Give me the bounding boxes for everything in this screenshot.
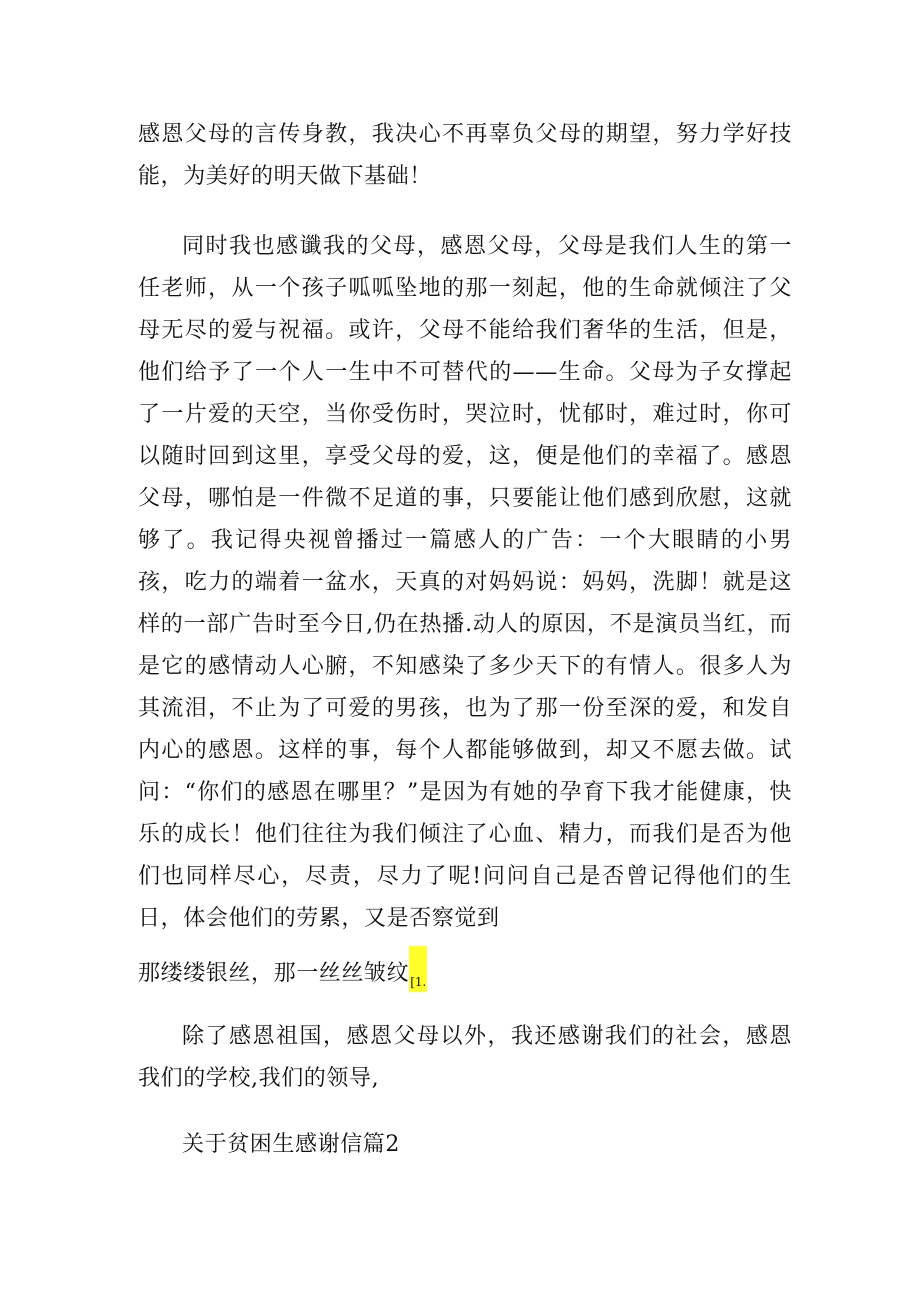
paragraph-silver-hair [138, 946, 838, 995]
paragraph-gratitude-parents: 同时我也感谶我的父母，感恩父母，父母是我们人生的第一任老师，从一个孩子呱呱坠地的那一刻起，他的生命就倾注了父母无尽的爱与祝福。或许，父母不能给我们奢华的生活，但是，他们给予了一个人一生中不可替代的——生命。父母为子女撑起了一片爱的天空，当你受伤时，哭泣时，忧郁时，难过时，你可以随时回到这里，享受父母的爱，这，便是他们的幸福了。感恩父母，哪怕是一件微不足道的事，只要能让他们感到欣慰，这就够了。我记得央视曾播过一篇感人的广告：一个大眼睛的小男孩，吃力的端着一盆水，天真的对妈妈说：妈妈，洗脚！就是这样的一部广告时至今日,仍在热播.动人的原因，不是演员当红，而是它的感情动人心腑，不知感染了多少天下的有情人。很多人为其流泪，不止为了可爱的男孩，也为了那一份至深的爱，和发自内心的感恩。这样的事，每个人都能够做到，却又不愿去做。试问：“你们的感恩在哪里？”是因为有她的孕育下我才能健康，快乐的成长！他们往往为我们倾注了心血、精力，而我们是否为他们也同样尽心，尽责，尽力了呢!问问自己是否曾记得他们的生日，体会他们的劳累，又是否察觉到 [138, 234, 792, 931]
paragraph-gratitude-resolve: 感恩父母的言传身教，我决心不再辜负父母的期望，努力学好技能，为美好的明天做下基础！ [138, 122, 792, 189]
highlighted-footnote-mark: [1. [409, 946, 427, 992]
section-heading: 关于贫困生感谢信篇2 [182, 1132, 400, 1157]
paragraph-gratitude-society: 除了感恩祖国，感恩父母以外，我还感谢我们的社会，感恩我们的学校,我们的领导, [138, 1024, 792, 1091]
silver-hair-text: 那缕缕银丝，那一丝丝皱纹 [138, 961, 410, 986]
